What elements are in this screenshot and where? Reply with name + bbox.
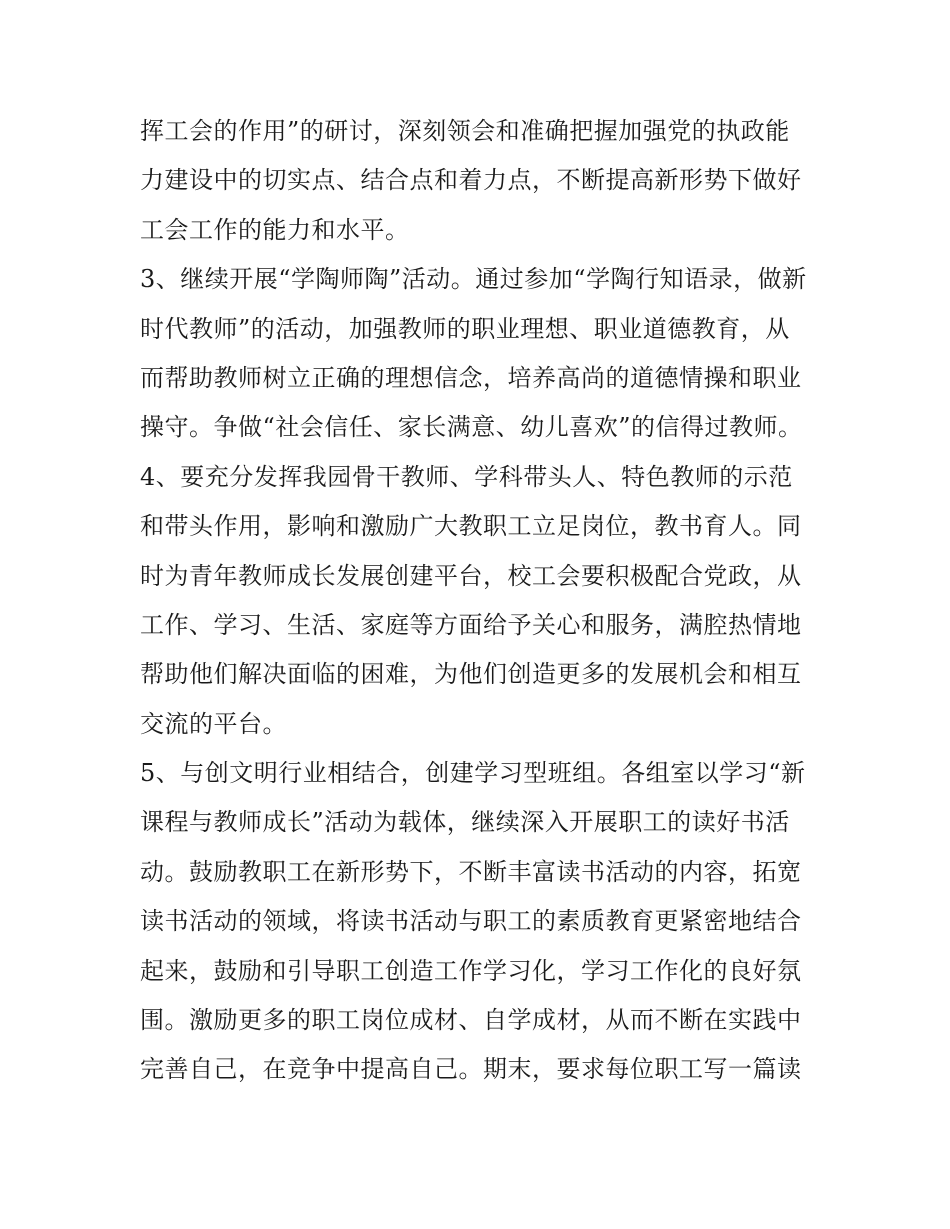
text-line: 工会工作的能力和水平。 xyxy=(140,215,410,244)
text-line: 起来，鼓励和引导职工创造工作学习化，学习工作化的良好氛 xyxy=(140,956,802,985)
text-line: 课程与教师成长”活动为载体，继续深入开展职工的读好书活 xyxy=(140,808,790,837)
text-line: 工作、学习、生活、家庭等方面给予关心和服务，满腔热情地 xyxy=(140,610,802,639)
text-line: 完善自己，在竞争中提高自己。期末，要求每位职工写一篇读 xyxy=(140,1055,802,1084)
text-line: 挥工会的作用”的研讨，深刻领会和准确把握加强党的执政能 xyxy=(140,117,790,145)
text-line: 力建设中的切实点、结合点和着力点，不断提高新形势下做好 xyxy=(140,166,802,195)
text-line: 读书活动的领域，将读书活动与职工的素质教育更紧密地结合 xyxy=(140,907,802,936)
text-line: 和带头作用，影响和激励广大教职工立足岗位，教书育人。同 xyxy=(140,512,802,541)
text-line: 时代教师”的活动，加强教师的职业理想、职业道德教育，从 xyxy=(140,314,790,343)
text-line: 操守。争做“社会信任、家长满意、幼儿喜欢”的信得过教师。 xyxy=(140,413,803,442)
text-line: 3、继续开展“学陶师陶”活动。通过参加“学陶行知语录，做新 xyxy=(140,265,807,294)
text-line: 交流的平台。 xyxy=(140,709,287,738)
text-line: 围。激励更多的职工岗位成材、自学成材，从而不断在实践中 xyxy=(140,1006,802,1035)
text-line: 动。鼓励教职工在新形势下，不断丰富读书活动的内容，拓宽 xyxy=(140,857,802,886)
text-line: 时为青年教师成长发展创建平台，校工会要积极配合党政，从 xyxy=(140,561,802,590)
text-line: 帮助他们解决面临的困难，为他们创造更多的发展机会和相互 xyxy=(140,660,802,689)
document-body xyxy=(140,107,820,1095)
text-line: 5、与创文明行业相结合，创建学习型班组。各组室以学习“新 xyxy=(140,759,806,788)
text-line: 4、要充分发挥我园骨干教师、学科带头人、特色教师的示范 xyxy=(140,462,793,491)
text-line: 而帮助教师树立正确的理想信念，培养高尚的道德情操和职业 xyxy=(140,363,802,392)
